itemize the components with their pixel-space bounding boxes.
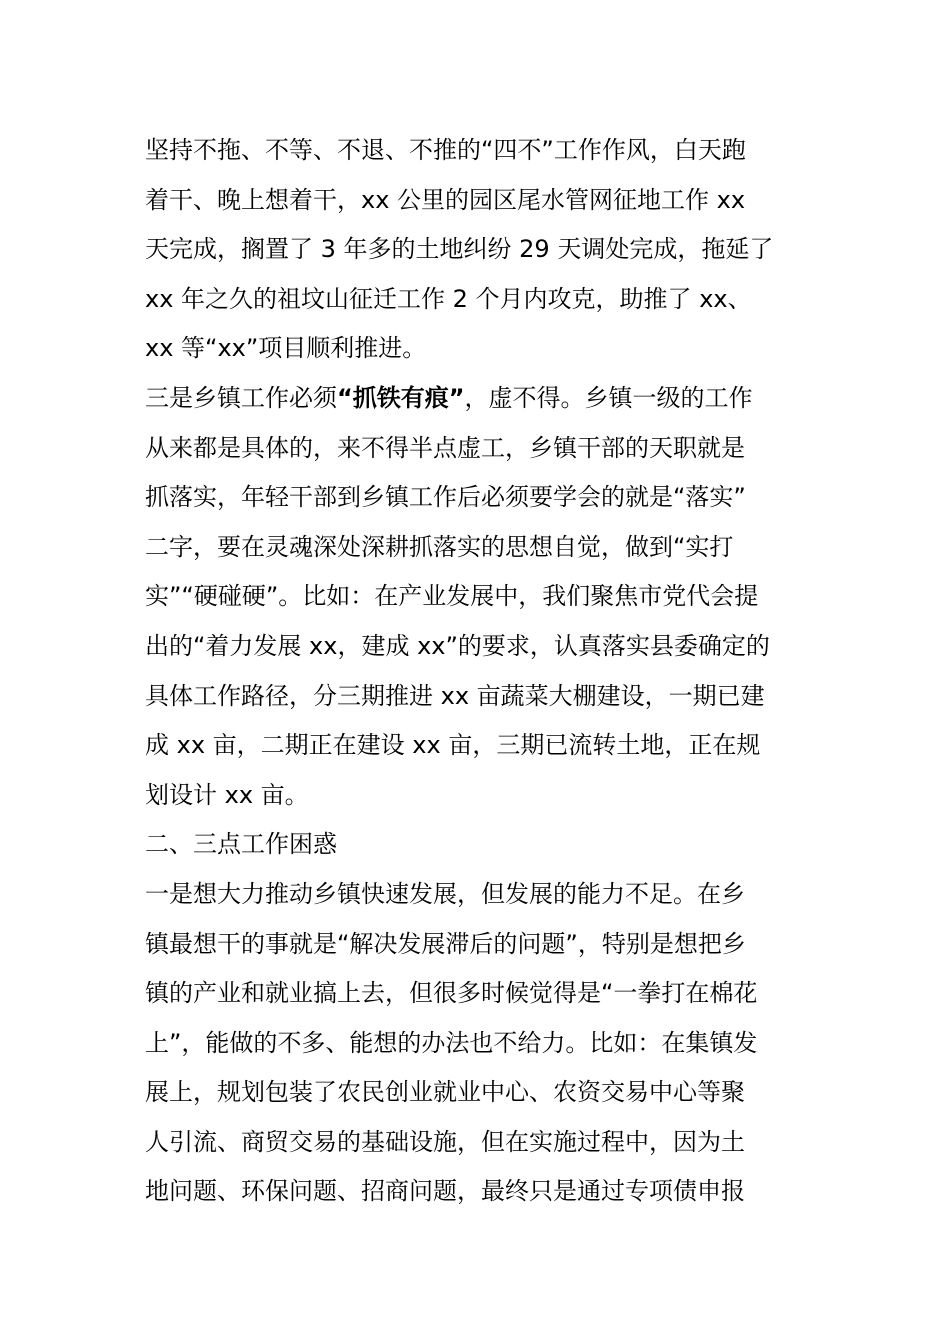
text-line: 着干、晚上想着干，xx 公里的园区尾水管网征地工作 xx [145, 185, 746, 214]
text-line: 具体工作路径，分三期推进 xx 亩蔬菜大棚建设，一期已建 [145, 681, 765, 710]
text-line: xx 等“xx”项目顺利推进。 [145, 334, 427, 363]
text-line: 镇最想干的事就是“解决发展滞后的问题”，特别是想把乡 [145, 929, 746, 958]
text-line: 二字，要在灵魂深处深耕抓落实的思想自觉，做到“实打 [145, 532, 734, 561]
text-line: xx 年之久的祖坟山征迁工作 2 个月内攻克，助推了 xx、 [145, 284, 752, 313]
text-line: 上”，能做的不多、能想的办法也不给力。比如：在集镇发 [145, 1028, 758, 1057]
text-line: 划设计 xx 亩。 [145, 780, 309, 809]
text-line: 实”“硬碰硬”。比如：在产业发展中，我们聚焦市党代会提 [145, 582, 759, 611]
text-segment: ，虚不得。乡镇一级的工作 [464, 383, 753, 412]
text-line: 天完成，搁置了 3 年多的土地纠纷 29 天调处完成，拖延了 [145, 235, 774, 264]
text-segment: 三是乡镇工作必须 [145, 383, 337, 412]
emphasized-phrase: “抓铁有痕” [337, 383, 465, 412]
text-line: 展上，规划包装了农民创业就业中心、农资交易中心等聚 [145, 1078, 745, 1107]
text-line: 一是想大力推动乡镇快速发展，但发展的能力不足。在乡 [145, 879, 745, 908]
section-heading: 二、三点工作困惑 [145, 830, 337, 859]
text-line: 坚持不拖、不等、不退、不推的“四不”工作作风，白天跑 [145, 136, 746, 164]
text-line: 成 xx 亩，二期正在建设 xx 亩，三期已流转土地，正在规 [145, 731, 761, 760]
text-line: 从来都是具体的，来不得半点虚工，乡镇干部的天职就是 [145, 433, 745, 462]
text-line: 人引流、商贸交易的基础设施，但在实施过程中，因为土 [145, 1127, 745, 1156]
text-line: 出的“着力发展 xx，建成 xx”的要求，认真落实县委确定的 [145, 631, 770, 660]
text-line: 地问题、环保问题、招商问题，最终只是通过专项债申报 [145, 1177, 745, 1206]
body-text [145, 126, 809, 1217]
text-line: 抓落实，年轻干部到乡镇工作后必须要学会的就是“落实” [145, 483, 746, 512]
text-line-with-emphasis [145, 374, 809, 424]
text-line: 镇的产业和就业搞上去，但很多时候觉得是“一拳打在棉花 [145, 979, 758, 1008]
